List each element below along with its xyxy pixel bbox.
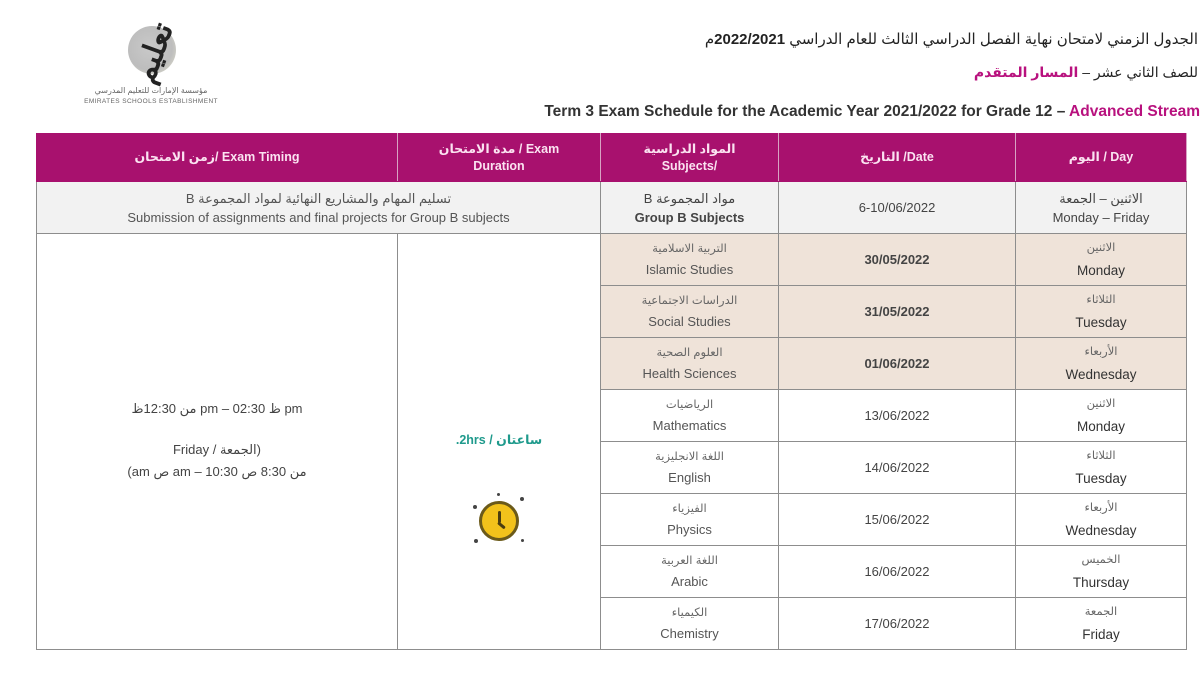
group-b-submission bbox=[37, 182, 601, 234]
group-b-subject: مواد المجموعة B Group B Subjects bbox=[601, 182, 779, 234]
date-cell: 30/05/2022 bbox=[779, 234, 1016, 286]
day-cell: الثلاثاء Tuesday bbox=[1016, 442, 1187, 494]
exam-timing-cell bbox=[37, 234, 398, 650]
title-arabic-suffix: م bbox=[704, 31, 715, 48]
date-cell: 17/06/2022 bbox=[779, 598, 1016, 650]
date-cell: 15/06/2022 bbox=[779, 494, 1016, 546]
header-date: التاريخ /Date bbox=[779, 134, 1016, 182]
subtitle-arabic bbox=[974, 64, 1198, 81]
title-english-stream: Advanced Stream bbox=[1069, 103, 1200, 120]
group-b-row bbox=[37, 182, 1187, 234]
day-cell: الأربعاء Wednesday bbox=[1016, 338, 1187, 390]
subject-cell: التربية الاسلامية Islamic Studies bbox=[601, 234, 779, 286]
table-header-row bbox=[37, 134, 1187, 182]
subtitle-arabic-stream: المسار المتقدم bbox=[973, 64, 1079, 80]
date-cell: 14/06/2022 bbox=[779, 442, 1016, 494]
day-cell: الأربعاء Wednesday bbox=[1016, 494, 1187, 546]
regular-timing: من 12:30ظ pm – 02:30 ظ pm bbox=[131, 400, 303, 416]
logo-arabic-name: مؤسسة الإمارات للتعليم المدرسي bbox=[94, 86, 208, 95]
title-english-text: Term 3 Exam Schedule for the Academic Year 2021/2022 for Grade 12 – bbox=[544, 103, 1070, 120]
subject-cell: الفيزياء Physics bbox=[601, 494, 779, 546]
title-english bbox=[544, 103, 1200, 121]
title-arabic-text: الجدول الزمني لامتحان نهاية الفصل الدراسي الثالث للعام الدراسي bbox=[785, 31, 1198, 48]
subject-cell: الرياضيات Mathematics bbox=[601, 390, 779, 442]
subject-cell: الكيمياء Chemistry bbox=[601, 598, 779, 650]
subject-cell: اللغة الانجليزية English bbox=[601, 442, 779, 494]
subject-cell: العلوم الصحية Health Sciences bbox=[601, 338, 779, 390]
title-arabic bbox=[705, 30, 1198, 48]
subject-cell: اللغة العربية Arabic bbox=[601, 546, 779, 598]
date-cell: 01/06/2022 bbox=[779, 338, 1016, 390]
exam-duration-cell bbox=[398, 234, 601, 650]
logo-calligraphy: تعليم bbox=[126, 17, 181, 89]
table-row bbox=[37, 234, 1187, 286]
subtitle-arabic-text: للصف الثاني عشر – bbox=[1078, 64, 1198, 80]
friday-label: (الجمعة / Friday bbox=[172, 441, 261, 457]
header-day: اليوم / Day bbox=[1016, 134, 1187, 182]
title-arabic-year: 2022/2021 bbox=[714, 31, 786, 48]
group-b-date: 6-10/06/2022 bbox=[779, 182, 1016, 234]
group-b-day: الاثنين – الجمعة Monday – Friday bbox=[1016, 182, 1187, 234]
subject-cell: الدراسات الاجتماعية Social Studies bbox=[601, 286, 779, 338]
duration-label: ساعتان / 2hrs. bbox=[455, 433, 543, 447]
day-cell: الاثنين Monday bbox=[1016, 390, 1187, 442]
clock-icon bbox=[469, 491, 529, 551]
group-b-submission-arabic: تسليم المهام والمشاريع النهائية لمواد المجموعة B bbox=[185, 190, 452, 206]
header-exam-duration: مدة الامتحان / Exam Duration bbox=[398, 134, 601, 182]
date-cell: 16/06/2022 bbox=[779, 546, 1016, 598]
header-subjects: المواد الدراسية Subjects/ bbox=[601, 134, 779, 182]
group-b-submission-english: Submission of assignments and final projects for Group B subjects bbox=[127, 209, 510, 225]
day-cell: الجمعة Friday bbox=[1016, 598, 1187, 650]
date-cell: 13/06/2022 bbox=[779, 390, 1016, 442]
day-cell: الخميس Thursday bbox=[1016, 546, 1187, 598]
logo bbox=[66, 17, 236, 110]
exam-schedule-table bbox=[36, 133, 1187, 650]
day-cell: الثلاثاء Tuesday bbox=[1016, 286, 1187, 338]
day-cell: الاثنين Monday bbox=[1016, 234, 1187, 286]
header-exam-timing: زمن الامتحان/ Exam Timing bbox=[37, 134, 398, 182]
logo-english-name: EMIRATES SCHOOLS ESTABLISHMENT bbox=[84, 98, 218, 105]
friday-timing: من 8:30 ص am – 10:30 ص am) bbox=[127, 463, 307, 479]
date-cell: 31/05/2022 bbox=[779, 286, 1016, 338]
